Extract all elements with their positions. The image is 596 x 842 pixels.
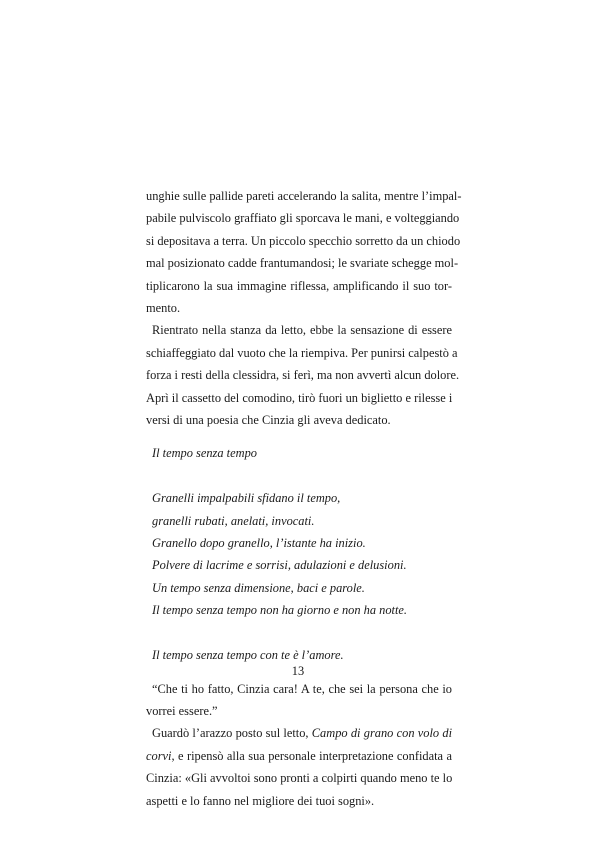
text-line: pabile pulviscolo graffiato gli sporcava le mani, e volteggiando (146, 211, 460, 226)
page-number: 13 (291, 664, 305, 678)
paragraph-4 (146, 722, 452, 812)
text-line: aspetti e lo fanno nel migliore dei tuoi sogni». (146, 793, 375, 808)
text-line: unghie sulle pallide pareti accelerando la salita, mentre l’impal- (146, 189, 462, 203)
text-line: Aprì il cassetto del comodino, tirò fuori un biglietto e rilesse i (146, 390, 453, 405)
paragraph-3 (146, 678, 452, 723)
text-segment: , e ripensò alla sua personale interpretazione confidata a (171, 748, 452, 763)
text-line: Rientrato nella stanza da letto, ebbe la sensazione di essere (152, 323, 452, 338)
artwork-title: corvi (146, 748, 172, 763)
poem (146, 442, 452, 666)
text-line: mento. (146, 300, 181, 315)
text-line (146, 745, 452, 767)
text-line: mal posizionato cadde frantumandosi; le svariate schegge mol- (146, 256, 459, 271)
blank-line (146, 622, 452, 644)
text-line: forza i resti della clessidra, si ferì, ma non avvertì alcun dolore. (146, 368, 460, 383)
paragraph-2 (146, 319, 460, 431)
poem-verse: Il tempo senza tempo non ha giorno e non ha notte. (152, 603, 408, 618)
blank-line (146, 465, 452, 487)
text-line: Cinzia: «Gli avvoltoi sono pronti a colpirti quando meno te lo (146, 771, 453, 786)
spacer (146, 431, 452, 442)
poem-closing-verse: Il tempo senza tempo con te è l’amore. (152, 648, 344, 662)
page-body (146, 185, 462, 812)
text-line: tiplicarono la sua immagine riflessa, amplificando il suo tor- (146, 278, 452, 293)
text-line: schiaffeggiato dal vuoto che la riempiva. Per punirsi calpestò a (146, 345, 458, 360)
poem-verse: granelli rubati, anelati, invocati. (152, 513, 315, 528)
poem-title: Il tempo senza tempo (152, 446, 257, 461)
poem-verse: Granello dopo granello, l’istante ha inizio. (152, 536, 366, 551)
artwork-title: Campo di grano con volo di (311, 726, 453, 741)
text-line: “Che ti ho fatto, Cinzia cara! A te, che sei la persona che io (152, 681, 452, 696)
paragraph-1 (146, 185, 462, 319)
poem-verse: Granelli impalpabili sfidano il tempo, (152, 491, 341, 506)
text-line: vorrei essere.” (146, 703, 218, 718)
text-segment: Guardò l’arazzo posto sul letto, (152, 726, 312, 741)
text-line: si depositava a terra. Un piccolo specchio sorretto da un chiodo (146, 233, 461, 248)
text-line: versi di una poesia che Cinzia gli aveva dedicato. (146, 412, 391, 427)
text-line (146, 722, 452, 744)
poem-verse: Polvere di lacrime e sorrisi, adulazioni e delusioni. (152, 558, 407, 573)
poem-verse: Un tempo senza dimensione, baci e parole. (152, 580, 365, 595)
